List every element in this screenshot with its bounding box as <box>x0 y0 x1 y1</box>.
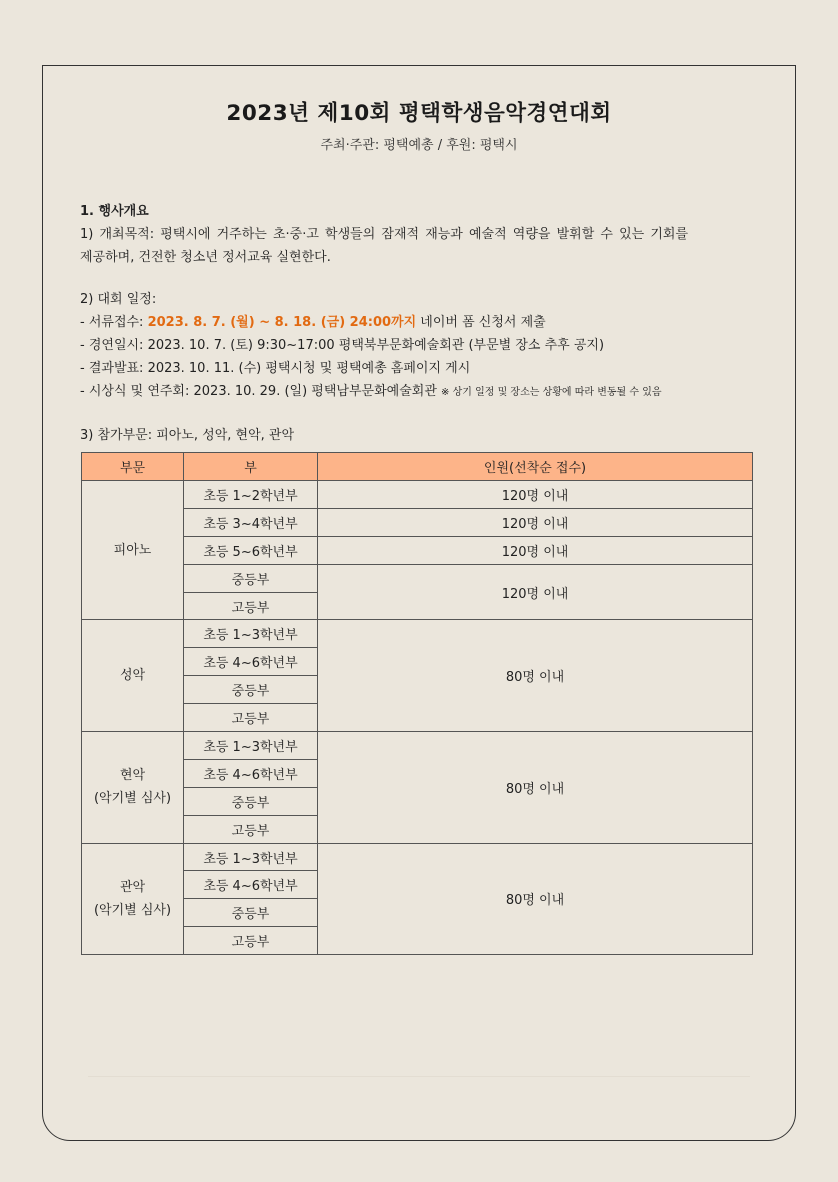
schedule-item-suffix: 네이버 폼 신청서 제출 <box>416 315 546 330</box>
header-category: 부문 <box>82 453 184 481</box>
category-label: 현악 <box>119 768 146 784</box>
application-period-highlight: 2023. 8. 7. (월) ~ 8. 18. (금) 24:00까지 <box>147 315 417 330</box>
schedule-item-results: - 결과발표: 2023. 10. 11. (수) 평택시청 및 평택예총 홈페이지 게시 <box>80 361 471 376</box>
quota-cell: 120명 이내 <box>318 536 753 564</box>
category-cell-strings <box>82 732 184 844</box>
category-sublabel: (악기별 심사) <box>93 902 172 918</box>
quota-cell: 80명 이내 <box>318 620 753 732</box>
schedule-item-competition: - 경연일시: 2023. 10. 7. (토) 9:30~17:00 평택북부문화예술회관 (부문별 장소 추후 공지) <box>80 338 605 353</box>
quota-cell: 120명 이내 <box>318 481 753 509</box>
categories-section <box>80 424 758 447</box>
purpose-line-2: 제공하며, 건전한 청소년 정서교육 실현한다. <box>80 250 331 265</box>
division-cell: 초등 5~6학년부 <box>184 536 318 564</box>
quota-cell: 120명 이내 <box>318 508 753 536</box>
table-row <box>82 481 753 509</box>
division-cell: 고등부 <box>184 592 318 620</box>
overview-heading: 1. 행사개요 <box>80 204 149 219</box>
header-quota: 인원(선착순 접수) <box>318 453 753 481</box>
categories-heading: 3) 참가부문: 피아노, 성악, 현악, 관악 <box>80 428 295 443</box>
table-header-row <box>82 453 753 481</box>
footer-divider <box>88 1076 750 1077</box>
table-row <box>82 732 753 760</box>
division-cell: 고등부 <box>184 927 318 955</box>
ceremony-text: - 시상식 및 연주회: 2023. 10. 29. (일) 평택남부문화예술회관 <box>80 384 437 399</box>
division-cell: 중등부 <box>184 787 318 815</box>
category-sublabel: (악기별 심사) <box>93 791 172 807</box>
table-row <box>82 843 753 871</box>
division-cell: 고등부 <box>184 704 318 732</box>
division-cell: 중등부 <box>184 899 318 927</box>
division-cell: 초등 4~6학년부 <box>184 871 318 899</box>
schedule-item-ceremony <box>80 380 758 404</box>
schedule-note: ※ 상기 일정 및 장소는 상황에 따라 변동될 수 있음 <box>441 387 662 398</box>
division-cell: 초등 1~2학년부 <box>184 481 318 509</box>
division-cell: 중등부 <box>184 564 318 592</box>
division-cell: 초등 1~3학년부 <box>184 620 318 648</box>
division-cell: 초등 4~6학년부 <box>184 759 318 787</box>
category-label: 관악 <box>119 879 146 895</box>
schedule-section <box>80 288 758 404</box>
table-row <box>82 620 753 648</box>
division-cell: 초등 1~3학년부 <box>184 843 318 871</box>
division-cell: 초등 1~3학년부 <box>184 732 318 760</box>
schedule-heading: 2) 대회 일정: <box>80 292 157 307</box>
division-cell: 초등 3~4학년부 <box>184 508 318 536</box>
categories-table <box>81 452 753 955</box>
page-subtitle: 주최·주관: 평택예총 / 후원: 평택시 <box>320 138 518 153</box>
schedule-item-application <box>80 311 758 334</box>
quota-cell: 120명 이내 <box>318 564 753 620</box>
category-cell-vocal: 성악 <box>82 620 184 732</box>
division-cell: 고등부 <box>184 815 318 843</box>
category-cell-piano: 피아노 <box>82 481 184 620</box>
division-cell: 중등부 <box>184 676 318 704</box>
purpose-line-1: 1) 개최목적: 평택시에 거주하는 초·중·고 학생들의 잠재적 재능과 예술적 역량을 발휘할 수 있는 기회를 <box>80 227 689 242</box>
quota-cell: 80명 이내 <box>318 843 753 955</box>
division-cell: 초등 4~6학년부 <box>184 648 318 676</box>
page-title: 2023년 제10회 평택학생음악경연대회 <box>226 101 612 126</box>
header-division: 부 <box>184 453 318 481</box>
schedule-item-prefix: - 서류접수: <box>80 315 148 330</box>
overview-section <box>80 200 758 269</box>
category-cell-winds <box>82 843 184 955</box>
quota-cell: 80명 이내 <box>318 732 753 844</box>
